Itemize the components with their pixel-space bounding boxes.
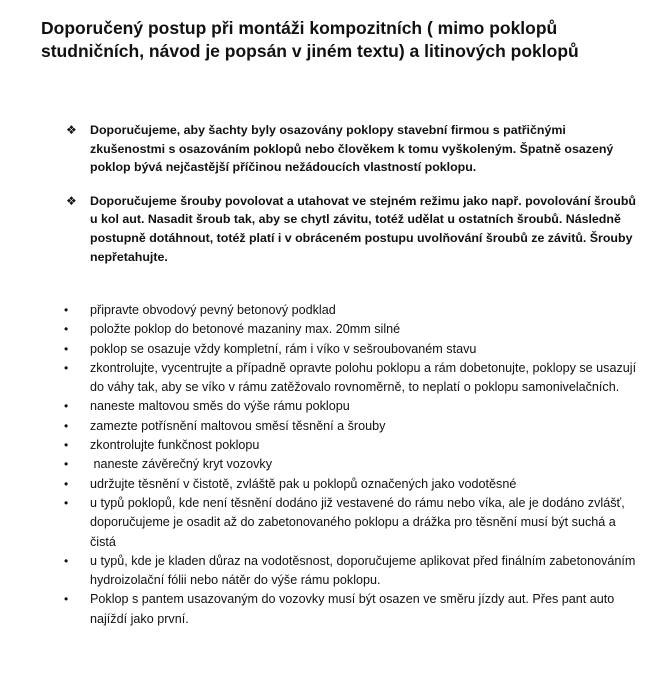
bullet-icon: •	[64, 495, 69, 510]
list-item	[64, 475, 644, 494]
bullet-icon: •	[64, 592, 69, 607]
bullet-icon: •	[64, 438, 69, 453]
list-item	[64, 590, 644, 629]
diamond-bullet-icon: ❖	[66, 123, 77, 137]
step-text: zkontrolujte funkčnost poklopu	[90, 438, 260, 453]
step-text: zkontrolujte, vycentrujte a případně opravte polohu poklopu a rám dobetonujte, poklopy se usazují do váhy tak, aby se víko v rámu zatěžovalo rovnoměrně, to neplatí o poklopu samonivelačních.	[90, 360, 637, 395]
bullet-icon: •	[64, 360, 69, 375]
bullet-icon: •	[64, 553, 69, 568]
note-item	[66, 192, 636, 266]
document-title: Doporučený postup při montáži kompozitních ( mimo poklopů studničních, návod je popsán v jiném textu) a litinových poklopů	[41, 18, 579, 61]
bullet-icon: •	[64, 476, 69, 491]
list-item	[64, 359, 644, 398]
note-text: Doporučujeme šrouby povolovat a utahovat ve stejném režimu jako např. povolování šroubů u kol aut. Nasadit šroub tak, aby se chytl závitu, totéž udělat u ostatních šroubů. Následně postupně dotáhnout, totéž platí i v obráceném postupu uvolňování šroubů ze závitů. Šrouby nepřetahujte.	[90, 193, 636, 264]
bullet-icon: •	[64, 322, 69, 337]
step-text: položte poklop do betonové mazaniny max. 20mm silné	[90, 322, 401, 337]
bullet-icon: •	[64, 457, 69, 472]
list-item	[64, 301, 644, 320]
steps-list	[64, 301, 644, 629]
notes-list	[66, 121, 636, 266]
step-text: poklop se osazuje vždy kompletní, rám i víko v sešroubovaném stavu	[90, 341, 477, 356]
step-text: Poklop s pantem usazovaným do vozovky musí být osazen ve směru jízdy aut. Přes pant auto najíždí jako první.	[90, 592, 622, 626]
step-text: připravte obvodový pevný betonový podklad	[90, 303, 336, 317]
bullet-icon: •	[64, 341, 69, 356]
list-item	[64, 455, 644, 474]
note-text: Doporučujeme, aby šachty byly osazovány poklopy stavební firmou s patřičnými zkušenostmi s osazováním poklopů nebo člověkem k tomu vyškoleným. Špatně osazený poklop bývá nejčastější příčinou nežádoucích vlastností poklopu.	[90, 123, 614, 175]
list-item	[64, 494, 644, 552]
step-text: u typů, kde je kladen důraz na vodotěsnost, doporučujeme aplikovat před finálním zabetonováním hydroizolační fólii nebo nátěr do výše rámu poklopu.	[90, 553, 636, 588]
bullet-icon: •	[64, 303, 69, 317]
diamond-bullet-icon: ❖	[66, 193, 77, 208]
list-item	[64, 320, 644, 339]
step-text: udržujte těsnění v čistotě, zvláště pak u poklopů označených jako vodotěsné	[90, 476, 517, 491]
list-item	[64, 552, 644, 591]
step-text: u typů poklopů, kde není těsnění dodáno již vestavené do rámu nebo víka, ale je dodáno zvlášť, doporučujeme je osadit až do zabetonovaného poklopu a drážka pro těsnění musí být suchá a čistá	[90, 495, 625, 549]
step-text: zamezte potřísnění maltovou směsí těsnění a šrouby	[90, 418, 386, 433]
bullet-icon: •	[64, 418, 69, 433]
list-item	[64, 417, 644, 436]
step-text: naneste maltovou směs do výše rámu poklopu	[90, 399, 350, 414]
step-text: naneste závěrečný kryt vozovky	[90, 457, 272, 472]
list-item	[64, 397, 644, 416]
note-item	[66, 121, 636, 177]
list-item	[64, 436, 644, 455]
bullet-icon: •	[64, 399, 69, 414]
list-item	[64, 340, 644, 359]
